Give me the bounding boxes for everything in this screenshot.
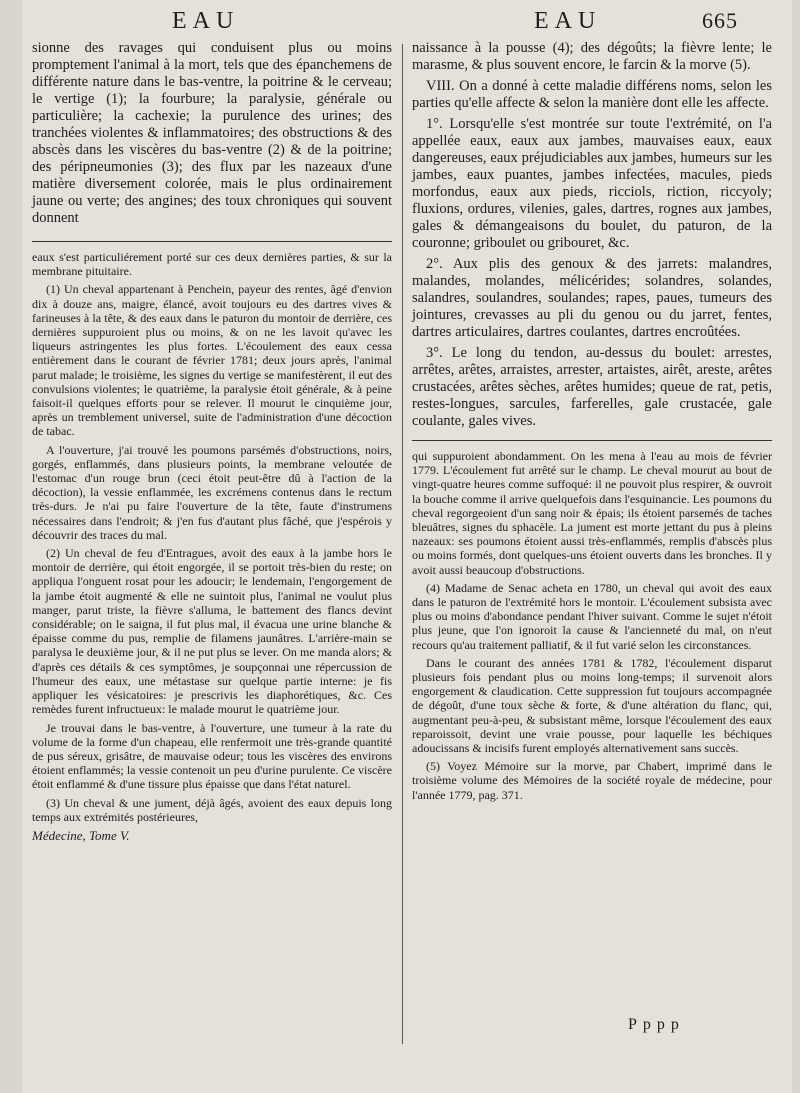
body-paragraph: naissance à la pousse (4); des dégoûts; la fièvre lente; le marasme, & plus souvent encore, le farcin & la morve (5). <box>412 40 772 73</box>
footnote-1: (1) Un cheval appartenant à Penchein, payeur des rentes, âgé d'envion dix à douze ans, maigre, élancé, avoit toujours eu des dartres vives & farineuses à la tête, & des eaux dans le paturon du montoir de derrière, ces dernières suppuroient plus ou moins, & on ne les lavoit qu'avec les liqueurs astringentes les plus fortes. L'écoulement des eaux cessa entièrement dans le courant de février 1781; deux jours après, l'animal parut malade; le troisième, les signes du vertige se manifestèrent, il eut des convulsions violentes; le quatrième, la paralysie étoit générale, & à peine faisoit-il quelques efforts pour se relever. Il mourut le cinquième jour, après un tremblement universel, suite de l'administration d'une décoction de tabac. <box>32 282 392 439</box>
header-right-title: EAU <box>534 8 602 34</box>
footnote-separator <box>412 440 772 441</box>
footnote-3: (3) Un cheval & une jument, déjà âgés, avoient des eaux depuis long temps aux extrémités postérieures, <box>32 795 392 824</box>
footnote-continuation: eaux s'est particuliérement porté sur ces deux dernières parties, & sur la membrane pituitaire. <box>32 250 392 279</box>
footnote-2: (2) Un cheval de feu d'Entragues, avoit des eaux à la jambe hors le montoir de derrière, qui étoit engorgée, il se portoit très-bien du reste; on appliqua l'onguent rosat pour les adoucir; le lendemain, l'engorgement de la jambe étoit augmenté & elle ne suintoit plus, l'animal ne voulut plus manger, parut triste, la fièvre s'alluma, le battement des flancs devint considérable; on le saigna, il fut plus mal, il évacua une urine blanche & épaisse comme du pus, remplie de filamens jaunâtres. L'arrière-main se paralysa le deuxième jour, & il ne put plus se lever. On me manda alors; & d'après ces détails & ces symptômes, je soupçonnai une répercussion de l'humeur des eaux, une métastase sur quelque partie interne: je fis appliquer les vésicatoires: je prescrivis les diaphorétiques, &c. Ces remèdes furent infructueux: le malade mourut le quatrième jour. <box>32 546 392 717</box>
right-column <box>412 40 772 806</box>
body-paragraph: sionne des ravages qui conduisent plus ou moins promptement l'animal à la mort, tels que des épanchemens de différente nature dans le bas-ventre, la poitrine & le cerveau; le vertige (1); la fourbure; la paralysie, générale ou particulière; la cachexie; la purulence des urines; des tranchées violentes & inflammatoires; des obstructions & des abscès dans les viscères du bas-ventre (2) & de la poitrine; des péripneumonies (3); des flux par les nazeaux d'une matière diversement colorée, mais le plus ordinairement jaune ou verte; des angines; des toux chroniques qui souvent donnent <box>32 40 392 226</box>
header-left-title: EAU <box>172 8 240 34</box>
left-column <box>32 40 392 843</box>
footnote-separator <box>32 241 392 242</box>
footnote-5: (5) Voyez Mémoire sur la morve, par Chabert, imprimé dans le troisième volume des Mémoires de la société royale de médecine, pour l'année 1779, pag. 371. <box>412 759 772 802</box>
volume-footer <box>32 828 392 843</box>
names-list-3: 3°. Le long du tendon, au-dessus du boulet: arrestes, arrêtes, arêtes, arraistes, arrester, artaistes, airêt, areste, arêtes crustacées, arêtes sèches, arêtes humides; queue de rat, petis, restes-longues, sarcules, farferelles, gale crustacée, gale coulante, gales vives. <box>412 345 772 429</box>
footnote-4-continued: Dans le courant des années 1781 & 1782, l'écoulement disparut plusieurs fois pendant plus ou moins long-temps; il survenoit alors engorgement & claudication. Cette suppression fut toujours accompagnée de dégoût, d'une toux sèche & forte, & d'une altération du flanc, qui, augmentant peu-à-peu, & subsistant même, lorsque l'écoulement des eaux reparoissoit, devint une vraie pousse, pour laquelle les béchiques adoucissans & incisifs furent employés alternativement sans succès. <box>412 655 772 756</box>
signature-mark: Pppp <box>628 1016 685 1033</box>
names-list-1: 1°. Lorsqu'elle s'est montrée sur toute l'extrémité, on l'a appellée eaux, eaux aux jambes, mauvaises eaux, eaux dangereuses, eaux préjudiciables aux jambes, humeurs sur les jambes, eaux puantes, jambes infectées, macules, pieds morfondus, eaux aux pieds, ricciols, riction, riccyoly; fluxions, ordures, vilenies, gales, dartres, rognes aux jambes, gales & démangeaisons du boulet, du paturon, de la couronne; griboulet ou gribouret, &c. <box>412 116 772 251</box>
volume-footer-text: Médecine, Tome V. <box>32 827 130 843</box>
footnote-2-continued: Je trouvai dans le bas-ventre, à l'ouverture, une tumeur à la rate du volume de la forme d'un chapeau, elle renfermoit une très-grande quantité de pus séreux, grisâtre, de mauvaise odeur; tous les viscères des environs étoient enflammés; la vessie contenoit un peu d'urine purulente. Ce viscère étoit enflammé & d'une tissure plus épaisse que dans l'état naturel. <box>32 720 392 792</box>
footnote-4: (4) Madame de Senac acheta en 1780, un cheval qui avoit des eaux dans le paturon de l'extrémité hors le montoir. L'écoulement subsista avec plus ou moins d'abondance pendant l'hiver suivant. Comme le sujet n'étoit plus jeune, que l'on ignoroit la cause & l'ancienneté du mal, on n'eut recours qu'au traitement palliatif, & il fut varié selon les circonstances. <box>412 580 772 652</box>
footnote-3-continued: qui suppuroient abondamment. On les mena à l'eau au mois de février 1779. L'écoulement fut arrêté sur le champ. Le cheval mourut au bout de vingt-quatre heures comme suffoqué: il ne pouvoit plus respirer, & ouvroit la bouche comme il arrive quelquefois dans l'esquinancie. Les poumons du cheval regorgeoient d'un sang noir & épais; ils étoient parsemés de taches bleuâtres, signes du sphacèle. La jument est morte jettant du pus à pleins nazeaux: ses poumons étoient aussi très-enflammés, remplis d'abscès plus ou moins formés, dont quelques-uns étoient ouverts dans les bronches. Il y avoit aussi beaucoup d'obstructions. <box>412 449 772 577</box>
footnote-1-continued: A l'ouverture, j'ai trouvé les poumons parsémés d'obstructions, noirs, gorgés, enflammés, dans plusieurs points, la membrane veloutée de l'estomac d'un rouge brun (ceci étoit peut-être dû à l'action de la décoction), la vessie enflammée, les excrémens contenus dans le rectum très-durs. Je n'ai pu faire l'ouverture de la tête, faute d'instrumens nécessaires dans l'endroit; & j'en fus d'autant plus fâché, que j'espérois y découvrir des traces du mal. <box>32 442 392 542</box>
page-number: 665 <box>702 8 738 33</box>
running-header <box>22 8 792 38</box>
section-viii-paragraph: VIII. On a donné à cette maladie différens noms, selon les parties qu'elle affecte & selon la manière dont elle les affecte. <box>412 78 772 111</box>
column-divider <box>402 44 403 1044</box>
document-page <box>22 0 792 1093</box>
names-list-2: 2°. Aux plis des genoux & des jarrets: malandres, malandes, molandes, mélicérides; solandres, solandes, salandres, soulandres, soulandes; rapes, paues, tumeurs des jointures, crevasses au pli du genou ou du jarret, fentes, dartres articulaires, dartres coulantes, dartres encroûtées. <box>412 256 772 340</box>
